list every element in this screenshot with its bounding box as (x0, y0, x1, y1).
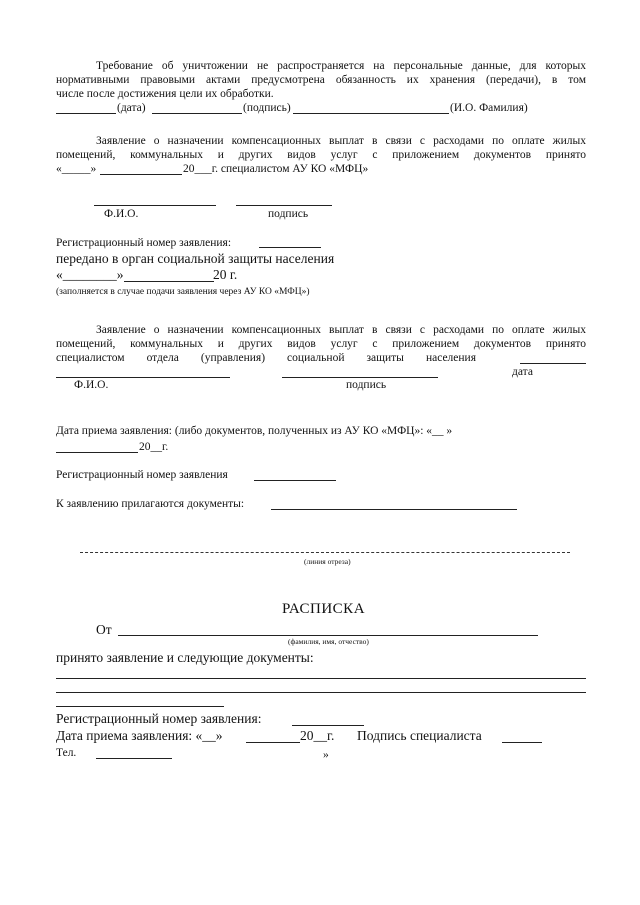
receipt-phone-blank (96, 758, 172, 759)
receipt-from-caption: (фамилия, имя, отчество) (288, 637, 369, 646)
reg-number-blank-2 (254, 480, 336, 481)
receipt-from-label: От (96, 622, 112, 637)
receipt-from-blank (118, 635, 538, 636)
mfc-acceptance-line-2: помещений, коммунальных и других видов услуг с приложением документов принято (56, 149, 586, 161)
receipt-documents-line-1 (56, 678, 586, 679)
receipt-specialist-signature-label: Подпись специалиста (357, 728, 482, 743)
destruction-note-line-2: нормативными правовыми актами предусмотрена обязанность их хранения (передачи), в том (56, 74, 586, 86)
receipt-documents-line-3 (56, 706, 224, 707)
social-date-caption: дата (512, 366, 533, 378)
passed-month-blank (124, 281, 214, 282)
passed-note: (заполняется в случае подачи заявления через АУ КО «МФЦ») (56, 287, 310, 297)
name-blank (293, 113, 449, 114)
social-fio-caption: Ф.И.О. (74, 379, 109, 391)
mfc-acceptance-date-quote: «_____» (56, 163, 97, 175)
cut-line-caption: (линия отреза) (304, 557, 351, 566)
date-caption: (дата) (117, 102, 146, 114)
destruction-note-line-3: числе после достижения цели их обработки. (56, 88, 274, 100)
receipt-reg-label: Регистрационный номер заявления: (56, 711, 262, 726)
receipt-date-year: 20__г. (139, 441, 169, 453)
passed-to-social-body: передано в орган социальной защиты населения (56, 251, 335, 266)
reg-number-blank-1 (259, 247, 321, 248)
receipt-title: РАСПИСКА (282, 601, 366, 617)
cut-line (80, 552, 570, 553)
social-signature-caption: подпись (346, 379, 387, 391)
receipt-stray-quote: » (323, 749, 329, 761)
receipt-date-line: Дата приема заявления: (либо документов, полученных из АУ КО «МФЦ»: «__ » (56, 425, 453, 437)
attached-documents-label: К заявлению прилагаются документы: (56, 498, 245, 510)
signature-caption: (подпись) (243, 102, 291, 114)
reg-number-label-1: Регистрационный номер заявления: (56, 237, 232, 249)
destruction-note-line-1: Требование об уничтожении не распространяется на персональные данные, для которых (96, 60, 586, 72)
social-acceptance-line-1: Заявление о назначении компенсационных выплат в связи с расходами по оплате жилых (96, 324, 586, 336)
name-caption: (И.О. Фамилия) (450, 102, 528, 114)
passed-year: 20 г. (213, 267, 238, 282)
mfc-fio-caption: Ф.И.О. (104, 208, 139, 220)
date-blank (56, 113, 116, 114)
attached-documents-blank (271, 509, 517, 510)
social-acceptance-line-3: специалистом отдела (управления) социальной защиты населения (56, 352, 476, 364)
mfc-fio-blank (94, 205, 216, 206)
receipt-documents-line-2 (56, 692, 586, 693)
receipt-reg-blank (292, 725, 364, 726)
receipt-specialist-signature-blank (502, 742, 542, 743)
mfc-acceptance-line-3: 20___г. специалистом АУ КО «МФЦ» (183, 163, 369, 175)
receipt-year: 20__г. (300, 728, 335, 743)
reg-number-label-2: Регистрационный номер заявления (56, 469, 228, 481)
receipt-date-label: Дата приема заявления: «__» (56, 728, 223, 743)
social-acceptance-line-2: помещений, коммунальных и других видов услуг с приложением документов принято (56, 338, 586, 350)
passed-date-quote: «________» (56, 267, 124, 282)
receipt-phone-label: Тел. (56, 747, 77, 759)
signature-blank (152, 113, 242, 114)
mfc-signature-caption: подпись (268, 208, 309, 220)
social-date-blank (520, 363, 586, 364)
mfc-signature-blank (236, 205, 332, 206)
mfc-month-blank (100, 174, 182, 175)
mfc-acceptance-line-1: Заявление о назначении компенсационных выплат в связи с расходами по оплате жилых (96, 135, 586, 147)
receipt-date-blank (56, 452, 138, 453)
receipt-month-blank (246, 742, 300, 743)
receipt-accepted-line: принято заявление и следующие документы: (56, 650, 314, 665)
